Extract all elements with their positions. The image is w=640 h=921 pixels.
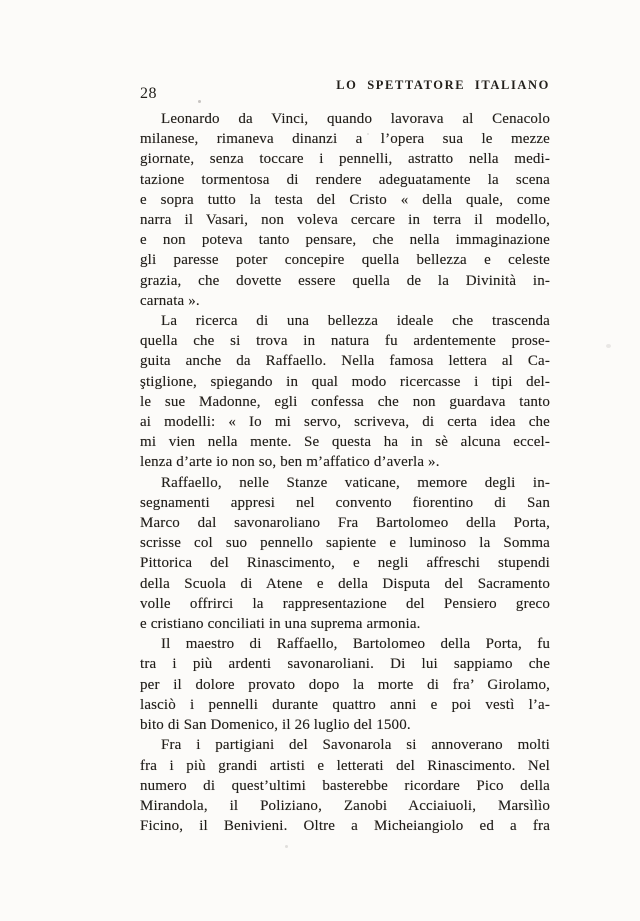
text-line: e sopra tutto la testa del Cristo « della quale, come [140, 191, 550, 208]
running-title: LO SPETTATORE ITALIANO [336, 78, 550, 92]
page-header [140, 78, 550, 104]
text-line: lasciò i pennelli durante quattro anni e poi vestì l’a- [140, 696, 550, 713]
text-line: La ricerca di una bellezza ideale che trascenda [161, 313, 550, 330]
text-line: Leonardo da Vinci, quando lavorava al Cenacolo [161, 111, 550, 127]
text-line: Fra i partigiani del Savonarola si annoverano molti [161, 737, 550, 754]
page-number: 28 [140, 85, 157, 102]
scan-speck [198, 100, 201, 103]
text-line: scrisse col suo pennello sapiente e luminoso la Somma [140, 535, 550, 552]
text-line: fra i più grandi artisti e letterati del Rinascimento. Nel [140, 757, 550, 774]
text-line: lenza d’arte io non so, ben m’affatico d’averla ». [140, 454, 440, 471]
text-line: Mirandola, il Poliziano, Zanobi Acciaiuoli, Marsìlìo [140, 797, 550, 814]
text-line: milanese, rimaneva dinanzi a l’opera sua le mezze [140, 131, 550, 148]
page-body [140, 109, 550, 836]
text-line: grazia, che dovette essere quella de la Divinità in- [140, 272, 550, 289]
text-line: ştiglione, spiegando in qual modo ricercasse i tipi del- [140, 373, 550, 390]
paragraph [140, 634, 550, 735]
text-line: giornate, senza toccare i pennelli, astratto nella medi- [140, 151, 550, 168]
text-line: e cristiano conciliati in una suprema armonia. [140, 616, 421, 633]
text-line: narra il Vasari, non voleva cercare in terra il modello, [140, 212, 550, 229]
paragraph [140, 109, 550, 311]
text-line: carnata ». [140, 292, 200, 309]
text-line: Ficino, il Benivieni. Oltre a Micheiangiolo ed a fra [140, 818, 550, 835]
text-line: tazione tormentosa di rendere adeguatamente la scena [140, 171, 550, 188]
text-line: volle offrirci la rappresentazione del Pensiero greco [140, 595, 550, 612]
paragraph [140, 735, 550, 836]
text-line: le sue Madonne, egli confessa che non guardava tanto [140, 393, 550, 410]
text-line: Raffaello, nelle Stanze vaticane, memore degli in- [161, 474, 550, 491]
scan-speck [367, 133, 369, 135]
text-line: della Scuola di Atene e della Disputa del Sacramento [140, 575, 550, 592]
text-line: numero di quest’ultimi basterebbe ricordare Pico della [140, 777, 550, 794]
text-line: Marco dal savonaroliano Fra Bartolomeo della Porta, [140, 515, 550, 532]
text-line: guita anche da Raffaello. Nella famosa lettera al Ca- [140, 353, 550, 370]
text-line: ai modelli: « Io mi servo, scriveva, di certa idea che [140, 414, 550, 431]
text-line: per il dolore provato dopo la morte di fra’ Girolamo, [140, 676, 550, 693]
scan-speck [606, 344, 611, 348]
text-line: tra i più ardenti savonaroliani. Di lui sappiamo che [140, 656, 550, 673]
text-line: mi vien nella mente. Se questa ha in sè alcuna eccel- [140, 434, 550, 451]
text-line: segnamenti appresi nel convento fiorentino di San [140, 494, 550, 511]
scan-speck [285, 845, 288, 848]
text-line: e non poteva tanto pensare, che nella immaginazione [140, 232, 550, 249]
text-line: Pittorica del Rinascimento, e negli affreschi stupendi [140, 555, 550, 572]
text-line: gli paresse poter concepire quella bellezza e celeste [140, 252, 550, 269]
text-line: Il maestro di Raffaello, Bartolomeo della Porta, fu [161, 636, 550, 653]
text-line: quella che si trova in natura fu ardentemente prose- [140, 333, 550, 350]
paragraph [140, 311, 550, 473]
paragraph [140, 473, 550, 635]
text-line: bito di San Domenico, il 26 luglio del 1500. [140, 717, 411, 734]
